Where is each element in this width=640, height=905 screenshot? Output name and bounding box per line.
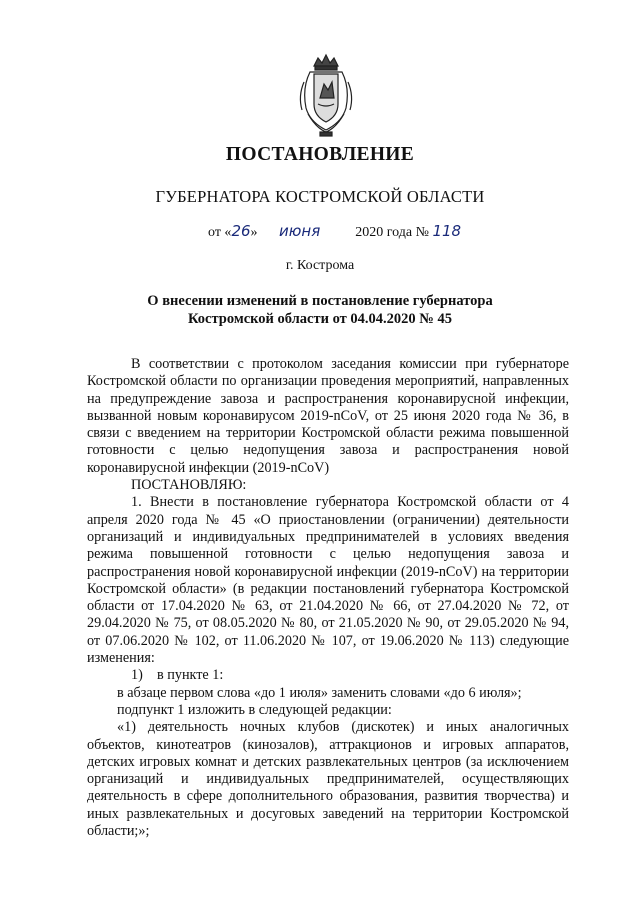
document-heading xyxy=(0,292,640,328)
handwritten-month: июня xyxy=(279,222,321,240)
subitem-1-paragraph: 1) в пункте 1: xyxy=(131,667,224,684)
date-prefix: от « xyxy=(208,225,232,240)
item-1-paragraph: 1. Внести в постановление губернатора Костромской области от 4 апреля 2020 года № 45 «О приостановлении (ограничении) деятельности организаций и индивидуальных предпринимателей в условиях введения режима повышенной готовности с целью недопущения завоза и распространения новой коронавирусной инфекции (2019-nCoV) на территории Костромской области» (в редакции постановлений губернатора Костромской области от 17.04.2020 № 63, от 21.04.2020 № 66, от 27.04.2020 № 72, от 29.04.2020 № 75, от 08.05.2020 № 80, от 21.05.2020 № 90, от 29.05.2020 № 94, от 07.06.2020 № 102, от 11.06.2020 № 107, от 19.06.2020 № 113) следующие изменения: xyxy=(87,494,569,667)
heading-line-1: О внесении изменений в постановление губернатора xyxy=(147,293,493,309)
document-body xyxy=(87,356,569,840)
date-line xyxy=(208,222,461,241)
resolution-word: ПОСТАНОВЛЯЮ: xyxy=(131,477,247,494)
handwritten-number: 118 xyxy=(432,222,462,240)
date-year: 2020 года № xyxy=(355,225,429,240)
amendment-line-1: в абзаце первом слова «до 1 июля» заменить словами «до 6 июля»; xyxy=(117,684,522,701)
city: г. Кострома xyxy=(285,258,355,273)
amendment-text-paragraph: «1) деятельность ночных клубов (дискотек) и иных аналогичных объектов, кинотеатров (кинозалов), аттракционов и игровых аппаратов, детских игровых комнат и детских развлекательных центров (за исключением организаций и индивидуальных предпринимателей, осуществляющих деятельность в сфере дополнительного образования, развития творчества) и иных развлекательных и досуговых заведений на территории Костромской области;»; xyxy=(87,719,569,840)
document-issuer: ГУБЕРНАТОРА КОСТРОМСКОЙ ОБЛАСТИ xyxy=(155,187,485,206)
amendment-line-2: подпункт 1 изложить в следующей редакции: xyxy=(117,701,392,718)
handwritten-day: 26 xyxy=(231,222,251,240)
coat-of-arms-icon xyxy=(296,52,356,138)
document-title: ПОСТАНОВЛЕНИЕ xyxy=(225,144,415,165)
date-close-quote: » xyxy=(250,225,258,240)
heading-line-2: Костромской области от 04.04.2020 № 45 xyxy=(188,311,452,327)
preamble-paragraph: В соответствии с протоколом заседания комиссии при губернаторе Костромской области по организации проведения мероприятий, направленных на предупреждение завоза и распространения коронавирусной инфекции, вызванной новым коронавирусом 2019-nCoV, от 25 июня 2020 года № 36, в связи с введением на территории Костромской области режима повышенной готовности с целью недопущения завоза и распространения новой коронавирусной инфекции (2019-nCoV) xyxy=(87,356,569,476)
